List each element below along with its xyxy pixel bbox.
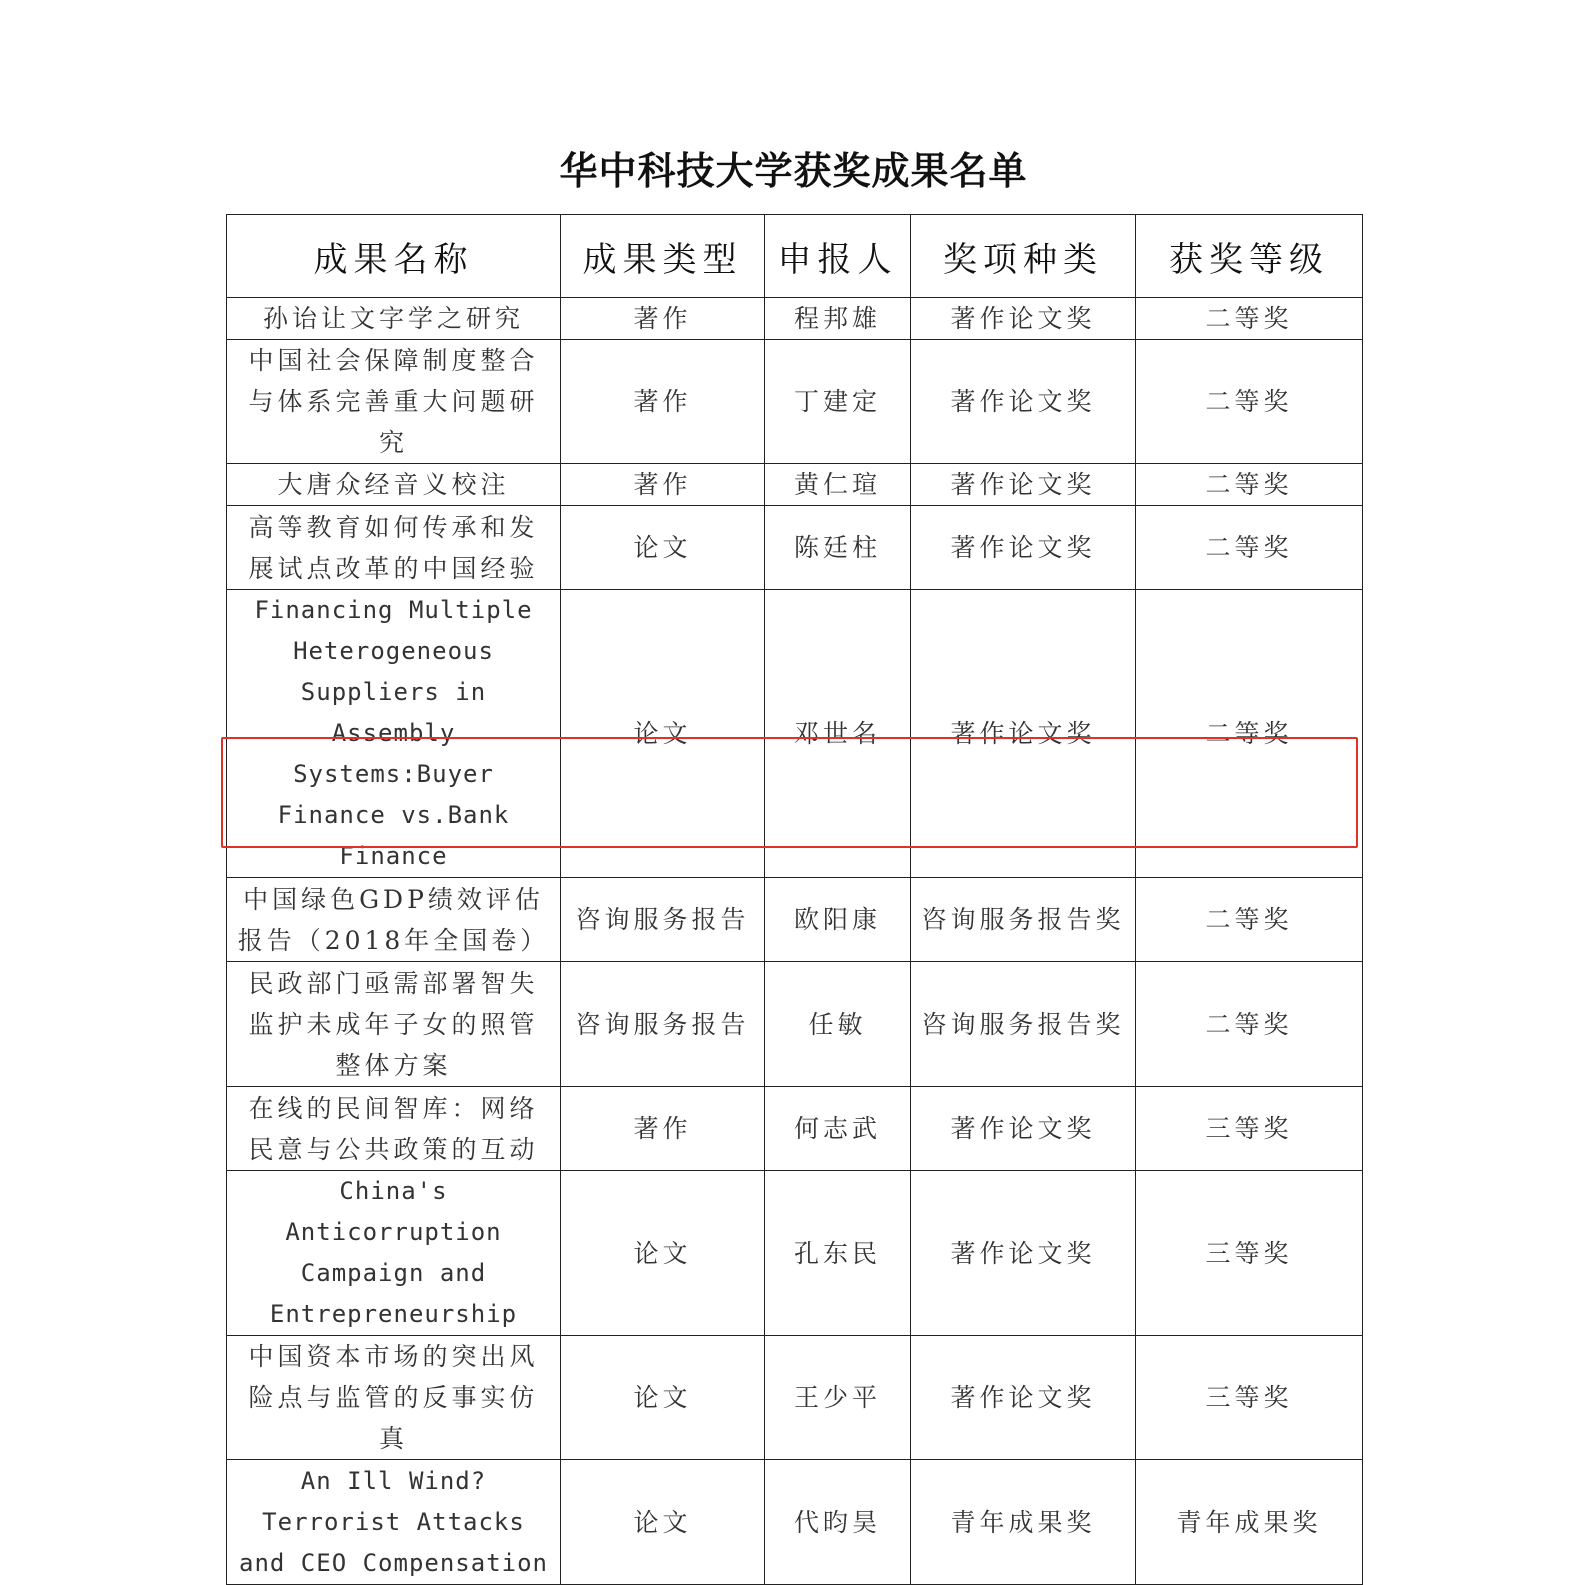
cell-type: 论文: [561, 1460, 765, 1585]
header-row: [227, 215, 1363, 298]
cell-category: 咨询服务报告奖: [911, 878, 1136, 962]
cell-category: 著作论文奖: [911, 340, 1136, 464]
header-achievement-type: 成果类型: [561, 215, 765, 298]
cell-level: 三等奖: [1136, 1336, 1363, 1460]
cell-name: 高等教育如何传承和发展试点改革的中国经验: [227, 506, 561, 590]
table-row: [227, 464, 1363, 506]
table-row: [227, 1336, 1363, 1460]
cell-category: 著作论文奖: [911, 1336, 1136, 1460]
cell-level: 二等奖: [1136, 340, 1363, 464]
table-row: [227, 878, 1363, 962]
cell-applicant: 欧阳康: [765, 878, 911, 962]
cell-level: 二等奖: [1136, 464, 1363, 506]
cell-applicant: 何志武: [765, 1087, 911, 1171]
cell-category: 著作论文奖: [911, 464, 1136, 506]
cell-category: 著作论文奖: [911, 298, 1136, 340]
cell-name: 大唐众经音义校注: [227, 464, 561, 506]
table-row: [227, 340, 1363, 464]
cell-level: 二等奖: [1136, 298, 1363, 340]
table-row: [227, 298, 1363, 340]
cell-category: 咨询服务报告奖: [911, 962, 1136, 1087]
highlight-box: [221, 737, 1358, 848]
cell-category: 著作论文奖: [911, 590, 1136, 878]
cell-applicant: 王少平: [765, 1336, 911, 1460]
table-row: [227, 506, 1363, 590]
header-award-level: 获奖等级: [1136, 215, 1363, 298]
cell-applicant: 丁建定: [765, 340, 911, 464]
table-row: [227, 1171, 1363, 1336]
cell-applicant: 黄仁瑄: [765, 464, 911, 506]
cell-category: 青年成果奖: [911, 1460, 1136, 1585]
cell-applicant: 陈廷柱: [765, 506, 911, 590]
table-row: [227, 1087, 1363, 1171]
cell-name: 孙诒让文字学之研究: [227, 298, 561, 340]
cell-name: 民政部门亟需部署智失监护未成年子女的照管整体方案: [227, 962, 561, 1087]
cell-type: 著作: [561, 1087, 765, 1171]
cell-type: 论文: [561, 1336, 765, 1460]
cell-level: 二等奖: [1136, 590, 1363, 878]
header-award-category: 奖项种类: [911, 215, 1136, 298]
cell-category: 著作论文奖: [911, 1087, 1136, 1171]
cell-name: 在线的民间智库：网络民意与公共政策的互动: [227, 1087, 561, 1171]
header-achievement-name: 成果名称: [227, 215, 561, 298]
cell-level: 二等奖: [1136, 962, 1363, 1087]
cell-applicant: 程邦雄: [765, 298, 911, 340]
cell-name: An Ill Wind?Terrorist Attacks and CEO Compensation: [227, 1460, 561, 1585]
cell-applicant: 孔东民: [765, 1171, 911, 1336]
page-title: 华中科技大学获奖成果名单: [559, 149, 1028, 193]
cell-level: 青年成果奖: [1136, 1460, 1363, 1585]
cell-level: 三等奖: [1136, 1171, 1363, 1336]
cell-applicant: 邓世名: [765, 590, 911, 878]
cell-type: 著作: [561, 298, 765, 340]
cell-name: 中国绿色GDP绩效评估报告（2018年全国卷）: [227, 878, 561, 962]
cell-type: 论文: [561, 506, 765, 590]
cell-category: 著作论文奖: [911, 1171, 1136, 1336]
cell-name: 中国社会保障制度整合与体系完善重大问题研究: [227, 340, 561, 464]
awards-table: [226, 214, 1363, 1585]
cell-type: 著作: [561, 340, 765, 464]
cell-name: Financing Multiple Heterogeneous Suppliers in Assembly Systems:Buyer Finance vs.Bank Finance: [227, 590, 561, 878]
table-row: [227, 1460, 1363, 1585]
cell-level: 二等奖: [1136, 878, 1363, 962]
cell-name: 中国资本市场的突出风险点与监管的反事实仿真: [227, 1336, 561, 1460]
header-applicant: 申报人: [765, 215, 911, 298]
cell-type: 论文: [561, 1171, 765, 1336]
table-row: [227, 962, 1363, 1087]
cell-applicant: 代昀昊: [765, 1460, 911, 1585]
cell-name: China's Anticorruption Campaign and Entrepreneurship: [227, 1171, 561, 1336]
cell-category: 著作论文奖: [911, 506, 1136, 590]
cell-applicant: 任敏: [765, 962, 911, 1087]
cell-type: 咨询服务报告: [561, 962, 765, 1087]
cell-type: 论文: [561, 590, 765, 878]
cell-type: 咨询服务报告: [561, 878, 765, 962]
cell-type: 著作: [561, 464, 765, 506]
cell-level: 三等奖: [1136, 1087, 1363, 1171]
cell-level: 二等奖: [1136, 506, 1363, 590]
